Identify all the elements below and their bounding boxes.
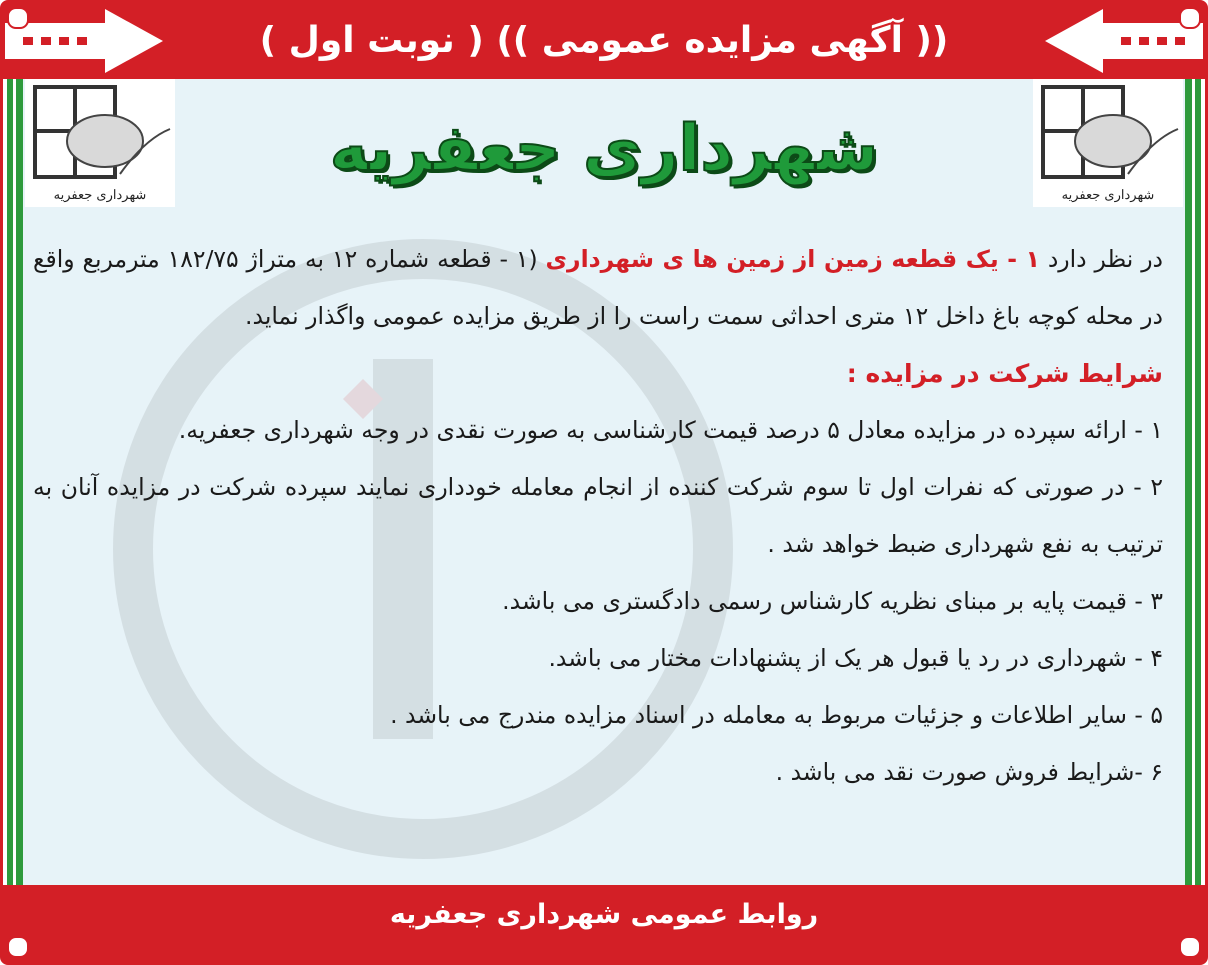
municipality-logo-right xyxy=(1033,79,1183,207)
condition-item: ۶ -شرایط فروش صورت نقد می باشد . xyxy=(775,758,1163,786)
ad-body xyxy=(33,231,1163,801)
intro-text-1: در نظر دارد xyxy=(1039,245,1164,273)
header-bar xyxy=(3,3,1205,79)
condition-item: ۴ - شهرداری در رد یا قبول هر یک از پشنهادات مختار می باشد. xyxy=(548,644,1163,672)
corner-dot-icon xyxy=(1179,936,1201,958)
conditions-title: شرایط شرکت در مزایده : xyxy=(846,359,1163,388)
condition-item: ۱ - ارائه سپرده در مزایده معادل ۵ درصد قیمت کارشناسی به صورت نقدی در وجه شهرداری جعفریه. xyxy=(178,416,1163,444)
footer-bar xyxy=(3,885,1205,962)
logo-caption: شهرداری جعفریه xyxy=(1061,188,1155,203)
logo-emblem-icon xyxy=(25,79,175,189)
condition-item: ۲ - در صورتی که نفرات اول تا سوم شرکت کننده از انجام معامله خودداری نمایند سپرده شرکت در مزایده آنان به ترتیب به نفع شهرداری ضبط خواهد شد . xyxy=(33,473,1163,558)
logo-emblem-icon xyxy=(1033,79,1183,189)
intro-paragraph xyxy=(33,231,1163,345)
ad-title: (( آگهی مزایده عمومی )) ( نوبت اول ) xyxy=(259,20,949,61)
footer-text: روابط عمومی شهرداری جعفریه xyxy=(389,899,819,930)
green-border-right xyxy=(1185,79,1205,885)
intro-text-2: (۱ - قطعه شماره ۱۲ به متراژ ۱۸۲/۷۵ مترمربع واقع در محله کوچه باغ داخل ۱۲ متری احداثی سمت راست را از طریق مزایده عمومی واگذار نماید. xyxy=(33,245,1163,330)
condition-item: ۳ - قیمت پایه بر مبنای نظریه کارشناس رسمی دادگستری می باشد. xyxy=(502,587,1163,615)
municipality-name: شهرداری جعفریه xyxy=(329,112,879,186)
corner-dot-icon xyxy=(7,7,29,29)
corner-dot-icon xyxy=(7,936,29,958)
municipality-logo-left xyxy=(25,79,175,207)
corner-dot-icon xyxy=(1179,7,1201,29)
intro-highlight: ۱ - یک قطعه زمین از زمین ها ی شهرداری xyxy=(545,245,1040,273)
content-panel xyxy=(3,79,1205,885)
green-border-left xyxy=(3,79,23,885)
condition-item: ۵ - سایر اطلاعات و جزئیات مربوط به معامله در اسناد مزایده مندرج می باشد . xyxy=(390,701,1163,729)
logo-caption: شهرداری جعفریه xyxy=(53,188,147,203)
